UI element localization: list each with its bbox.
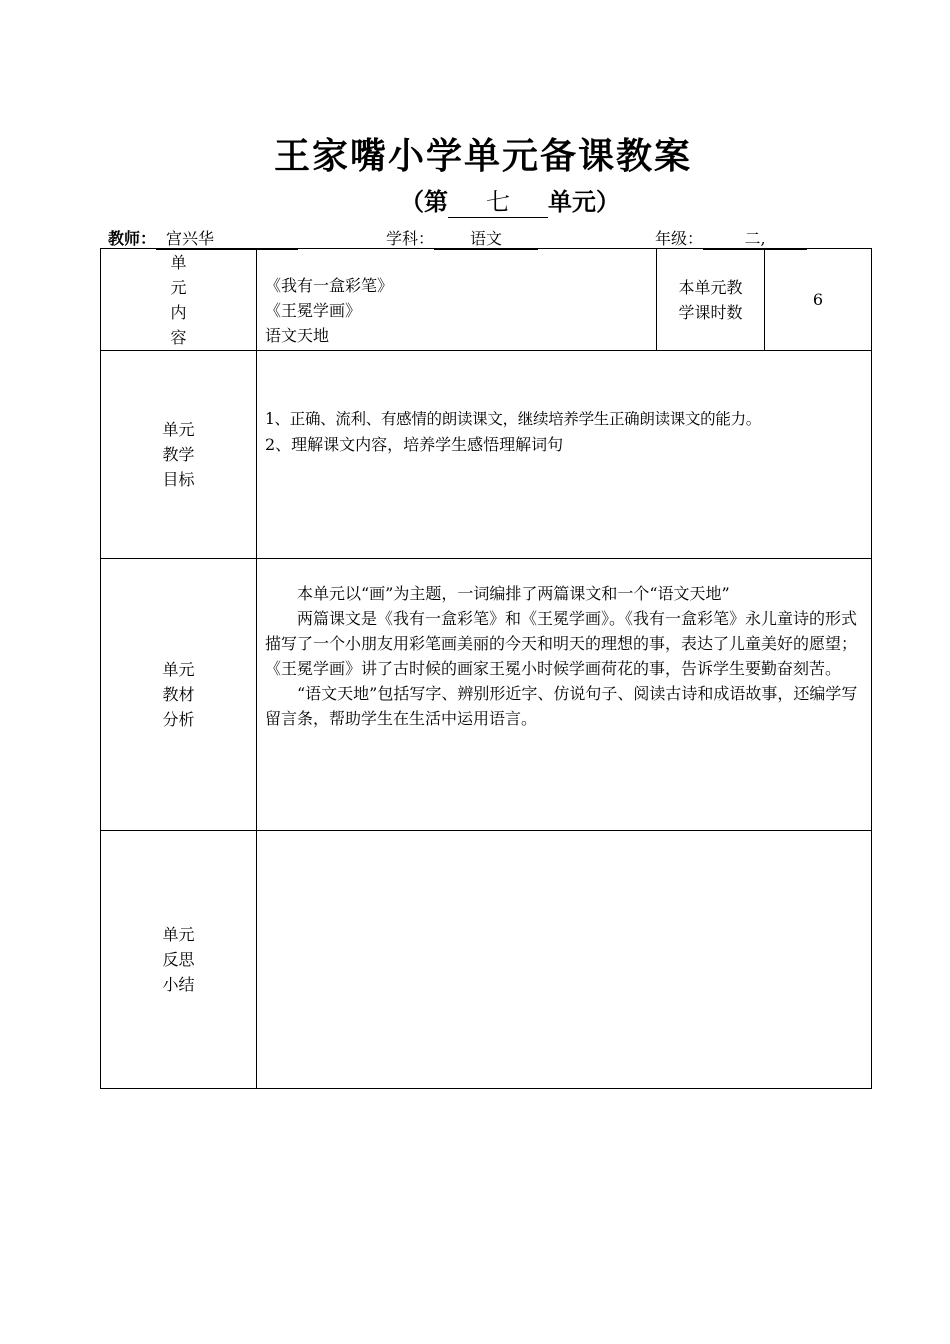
lesson-item: 《王冕学画》 (265, 301, 362, 320)
subject-label: 学科： (386, 229, 435, 248)
goal-item: 2、理解课文内容，培养学生感悟理解词句 (265, 435, 564, 454)
unit-number: 七 (448, 182, 548, 218)
teacher-value: 宫兴华 (156, 226, 298, 250)
row-material-analysis (101, 559, 872, 831)
analysis-paragraph: “语文天地”包括写字、辨别形近字、仿说句子、阅读古诗和成语故事，还编学写留言条，帮助学生在生活中运用语言。 (265, 684, 858, 728)
row-unit-content (101, 249, 872, 351)
grade-label: 年级： (655, 229, 704, 248)
teaching-goals-label: 单元 教学 目标 (101, 351, 257, 559)
teacher-field (108, 226, 298, 250)
reflection-label: 单元 反思 小结 (101, 831, 257, 1089)
subject-field (386, 226, 538, 250)
unit-suffix: 单元） (548, 188, 620, 216)
unit-number-line (400, 182, 620, 218)
analysis-paragraph: 两篇课文是《我有一盒彩笔》和《王冕学画》。《我有一盒彩笔》永儿童诗的形式描写了一个小朋友用彩笔画美丽的今天和明天的理想的事，表达了儿童美好的愿望；《王冕学画》讲了古时候的画家王冕小时候学画荷花的事，告诉学生要勤奋刻苦。 (265, 609, 858, 678)
grade-field (655, 226, 807, 250)
row-teaching-goals (101, 351, 872, 559)
lesson-item: 语文天地 (265, 326, 330, 345)
reflection-text (257, 831, 872, 1089)
hours-value: 6 (765, 249, 872, 351)
lesson-item: 《我有一盒彩笔》 (265, 276, 394, 295)
hours-label: 本单元教 学课时数 (657, 249, 765, 351)
goal-item: 1、正确、流利、有感情的朗读课文，继续培养学生正确朗读课文的能力。 (265, 410, 761, 428)
unit-content-label: 单 元 内 容 (101, 249, 257, 351)
row-reflection (101, 831, 872, 1089)
subject-value: 语文 (434, 226, 538, 250)
lesson-plan-table (100, 248, 872, 1089)
material-analysis-text (257, 559, 872, 831)
unit-content-list (257, 249, 657, 351)
grade-value: 二, (703, 226, 807, 250)
unit-prefix: （第 (400, 188, 448, 216)
teacher-label: 教师： (108, 229, 157, 248)
teaching-goals-text (257, 351, 872, 559)
analysis-paragraph: 本单元以“画”为主题，一词编排了两篇课文和一个“语文天地” (297, 584, 730, 603)
material-analysis-label: 单元 教材 分析 (101, 559, 257, 831)
page-title: 王家嘴小学单元备课教案 (273, 136, 692, 177)
